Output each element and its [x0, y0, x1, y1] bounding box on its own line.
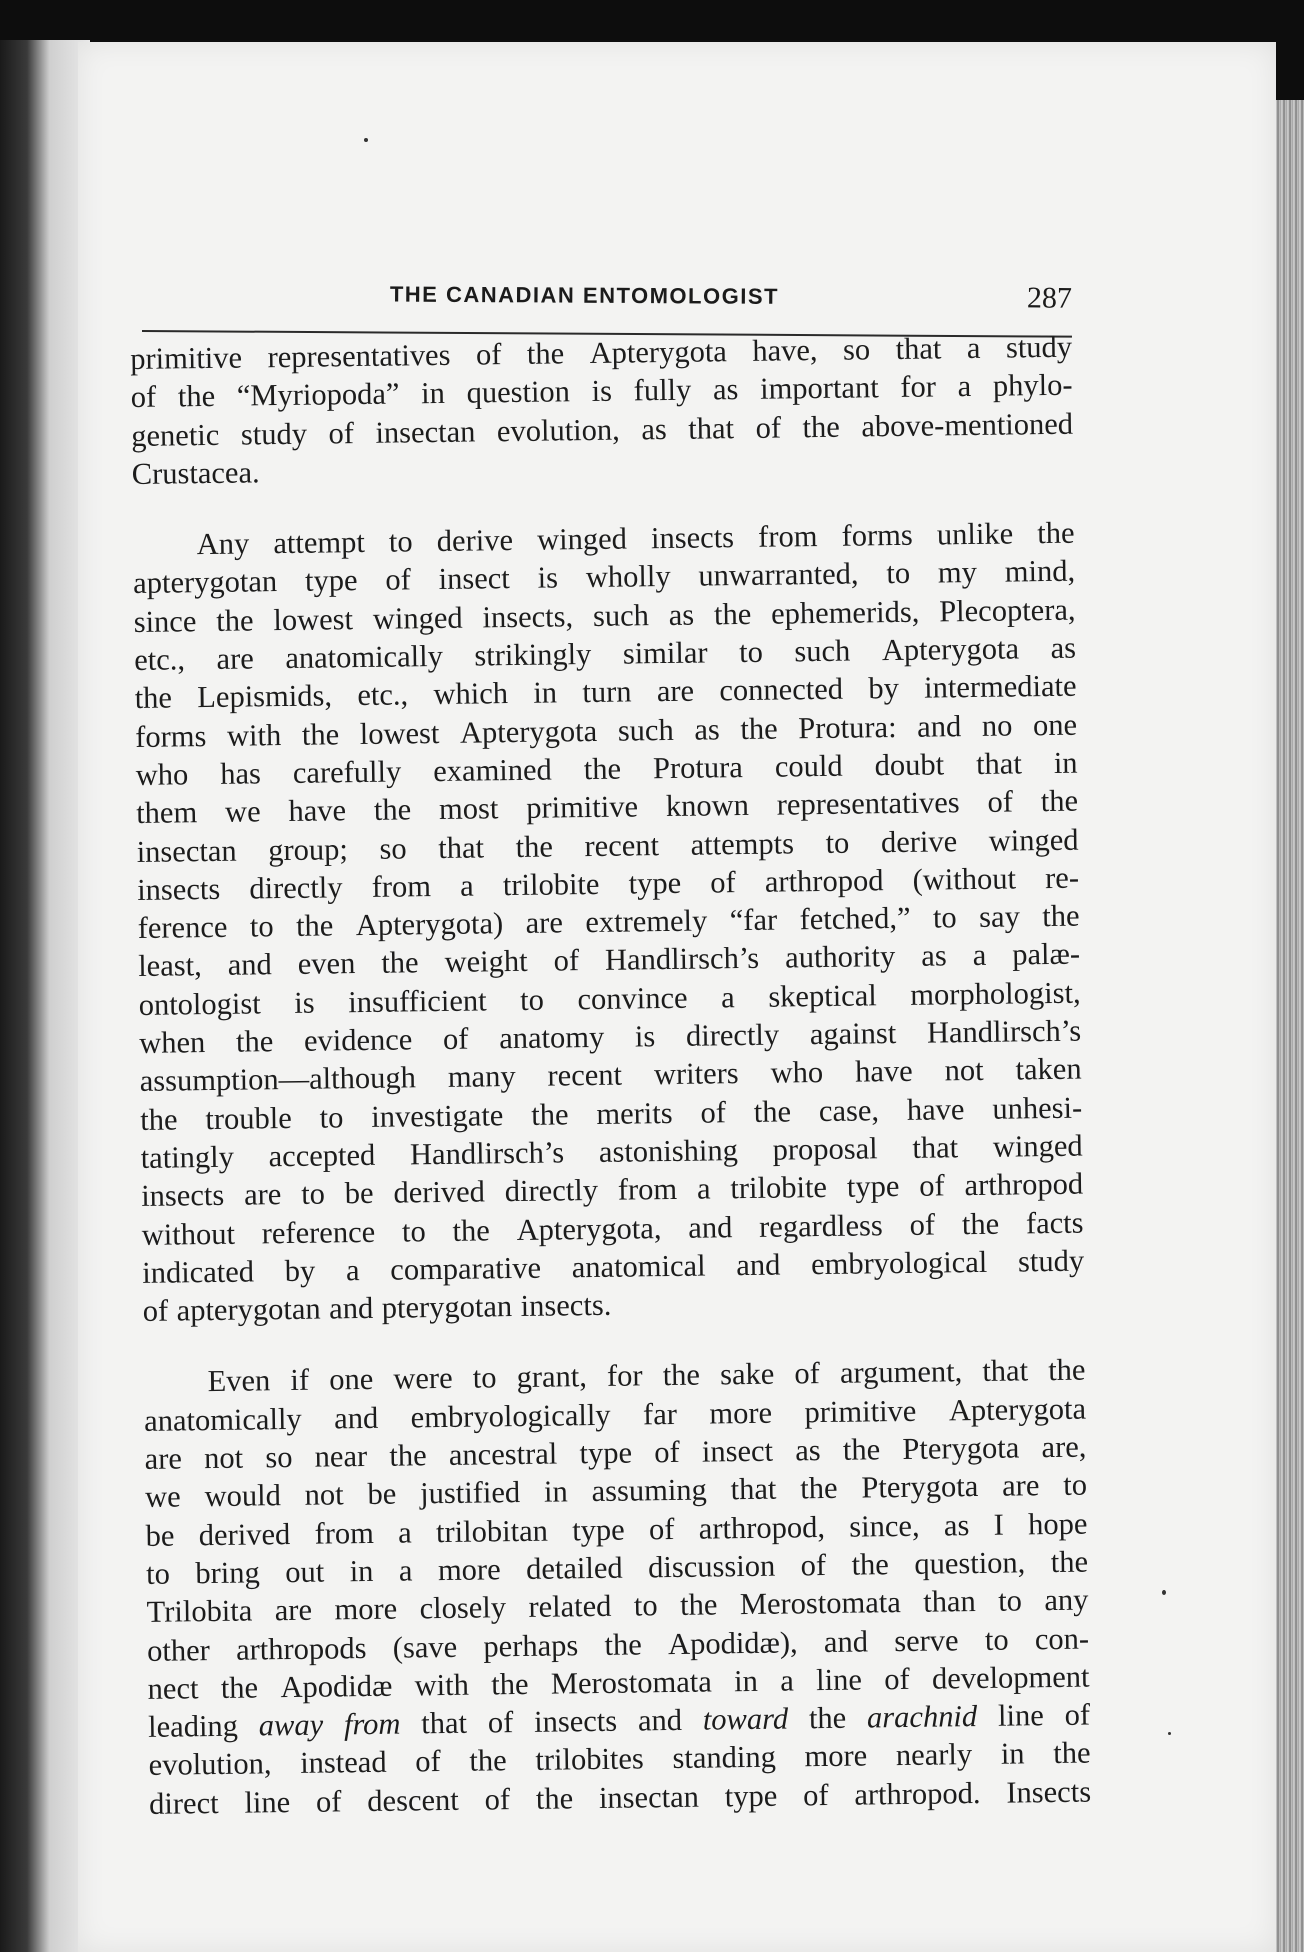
- text-line: assumption—although many recent writers who have not taken: [139, 1051, 1082, 1099]
- text-line: Trilobita are more closely related to the Merostomata than to any: [146, 1582, 1089, 1630]
- text-line: etc., are anatomically strikingly similar to such Apterygota as: [133, 630, 1077, 678]
- text-line: them we have the most primitive known representatives of the: [135, 783, 1079, 831]
- text-line: the trouble to investigate the merits of the case, have unhesi-: [139, 1090, 1083, 1137]
- book-gutter-shadow: [0, 40, 90, 1952]
- page-number: 287: [1026, 281, 1072, 315]
- text-line: are not so near the ancestral type of insect as the Pterygota are,: [144, 1429, 1087, 1476]
- body-text: [130, 328, 1091, 1823]
- text-line: leading away from that of insects and toward the arachnid line of: [147, 1697, 1091, 1744]
- text-line: nect the Apodidæ with the Merostomata in a line of development: [147, 1659, 1090, 1706]
- text-line: since the lowest winged insects, such as the ephemerids, Plecoptera,: [133, 592, 1076, 639]
- text-line: ontologist is insufficient to convince a skeptical morphologist,: [138, 975, 1081, 1022]
- text-line: indicated by a comparative anatomical and embryological study: [141, 1243, 1085, 1290]
- text-line: forms with the lowest Apterygota such as the Protura: and no one: [134, 707, 1078, 754]
- text-line: direct line of descent of the insectan type of arthropod. Insects: [148, 1774, 1092, 1821]
- text-line: ference to the Apterygota) are extremely “far fetched,” to say the: [137, 898, 1080, 946]
- text-line: of the “Myriopoda” in question is fully as important for a phylo-: [130, 367, 1073, 415]
- text-line: insects are to be derived directly from a trilobite type of arthropod: [140, 1166, 1084, 1214]
- dust-speck: [1162, 1590, 1166, 1595]
- text-line: we would not be justified in assuming that the Pterygota are to: [144, 1467, 1088, 1515]
- page-header: [140, 276, 1076, 322]
- text-line: least, and even the weight of Handlirsch’s authority as a palæ-: [137, 937, 1081, 984]
- text-line: without reference to the Apterygota, and regardless of the facts: [141, 1205, 1084, 1252]
- dust-speck: [1168, 1732, 1171, 1735]
- text-line: insectan group; so that the recent attempts to derive winged: [136, 822, 1079, 869]
- text-line: other arthropods (save perhaps the Apodidæ), and serve to con-: [146, 1621, 1090, 1668]
- text-line: evolution, instead of the trilobites standing more nearly in the: [148, 1735, 1091, 1783]
- text-line: of apterygotan and pterygotan insects.: [142, 1287, 612, 1329]
- text-line: primitive representatives of the Apterygota have, so that a study: [130, 329, 1073, 376]
- text-line: who has carefully examined the Protura could doubt that in: [135, 745, 1078, 792]
- text-line: the Lepismids, etc., which in turn are connected by intermediate: [134, 669, 1077, 716]
- text-line: insects directly from a trilobite type of arthropod (without re-: [136, 860, 1080, 907]
- running-head: THE CANADIAN ENTOMOLOGIST: [389, 281, 780, 309]
- text-line: tatingly accepted Handlirsch’s astonishing proposal that winged: [140, 1128, 1083, 1175]
- text-line: anatomically and embryologically far more primitive Apterygota: [143, 1391, 1087, 1438]
- text-line: genetic study of insectan evolution, as that of the above-mentioned: [131, 406, 1074, 453]
- text-line: be derived from a trilobitan type of arthropod, since, as I hope: [145, 1506, 1088, 1553]
- dust-speck: [364, 138, 368, 142]
- text-line: to bring out in a more detailed discussion of the question, the: [145, 1544, 1089, 1591]
- text-line: Crustacea.: [131, 455, 260, 491]
- text-line: apterygotan type of insect is wholly unwarranted, to my mind,: [132, 554, 1076, 601]
- text-line: Any attempt to derive winged insects from forms unlike the: [196, 515, 1075, 562]
- text-line: Even if one were to grant, for the sake of argument, that the: [207, 1353, 1086, 1399]
- text-line: when the evidence of anatomy is directly against Handlirsch’s: [138, 1013, 1082, 1060]
